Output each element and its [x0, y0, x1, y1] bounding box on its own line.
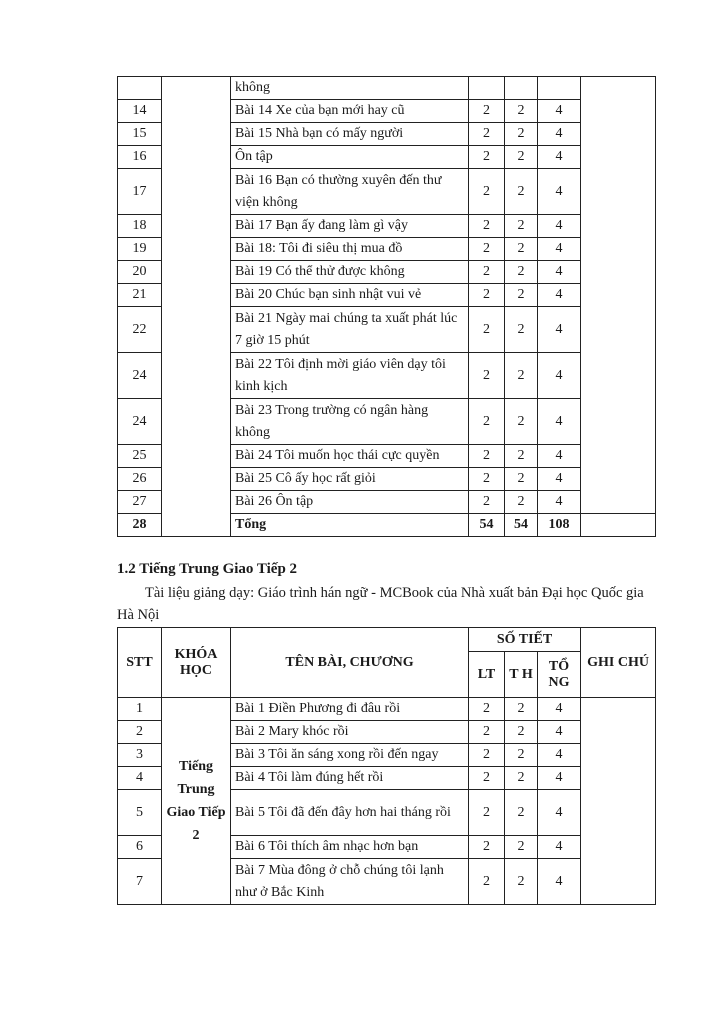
th-cell: 2 [505, 790, 538, 836]
th-cell: 2 [505, 767, 538, 790]
lesson-title-cell: Ôn tập [231, 146, 469, 169]
header-notes: GHI CHÚ [581, 628, 656, 698]
total-cell: 4 [538, 284, 581, 307]
notes-cell [581, 77, 656, 514]
lesson-title-cell: Bài 21 Ngày mai chúng ta xuất phát lúc 7 giờ 15 phút [231, 307, 469, 353]
lesson-title-cell: Bài 22 Tôi định mời giáo viên dạy tôi kinh kịch [231, 353, 469, 399]
lt-cell [469, 77, 505, 100]
th-cell: 2 [505, 445, 538, 468]
total-notes [581, 514, 656, 537]
lt-cell: 2 [469, 767, 505, 790]
stt-cell [118, 77, 162, 100]
lt-cell: 2 [469, 261, 505, 284]
header-lt: LT [469, 652, 505, 698]
lt-cell: 2 [469, 859, 505, 905]
th-cell: 2 [505, 261, 538, 284]
header-th: T H [505, 652, 538, 698]
total-cell: 4 [538, 307, 581, 353]
table-row [118, 698, 656, 721]
lesson-title-cell: Bài 2 Mary khóc rồi [231, 721, 469, 744]
header-periods: SỐ TIẾT [469, 628, 581, 652]
total-stt: 28 [118, 514, 162, 537]
lt-cell: 2 [469, 169, 505, 215]
th-cell: 2 [505, 353, 538, 399]
total-cell: 4 [538, 445, 581, 468]
total-cell: 4 [538, 215, 581, 238]
th-cell: 2 [505, 859, 538, 905]
stt-cell: 3 [118, 744, 162, 767]
header-stt: STT [118, 628, 162, 698]
lesson-title-cell: Bài 20 Chúc bạn sinh nhật vui vẻ [231, 284, 469, 307]
header-lesson-title: TÊN BÀI, CHƯƠNG [231, 628, 469, 698]
header-total: TỔ NG [538, 652, 581, 698]
total-cell: 4 [538, 169, 581, 215]
total-cell: 4 [538, 859, 581, 905]
course-name-cell: Tiếng Trung Giao Tiếp 2 [162, 698, 231, 905]
total-cell: 4 [538, 836, 581, 859]
stt-cell: 7 [118, 859, 162, 905]
total-cell: 4 [538, 353, 581, 399]
stt-cell: 14 [118, 100, 162, 123]
stt-cell: 20 [118, 261, 162, 284]
lesson-title-cell: Bài 26 Ôn tập [231, 491, 469, 514]
stt-cell: 1 [118, 698, 162, 721]
total-label: Tổng [231, 514, 469, 537]
lesson-title-cell: Bài 23 Trong trường có ngân hàng không [231, 399, 469, 445]
lt-cell: 2 [469, 721, 505, 744]
th-cell: 2 [505, 491, 538, 514]
lesson-title-cell: Bài 5 Tôi đã đến đây hơn hai tháng rồi [231, 790, 469, 836]
stt-cell: 15 [118, 123, 162, 146]
th-cell: 2 [505, 698, 538, 721]
th-cell: 2 [505, 721, 538, 744]
lt-cell: 2 [469, 744, 505, 767]
lesson-title-cell: Bài 17 Bạn ấy đang làm gì vậy [231, 215, 469, 238]
stt-cell: 17 [118, 169, 162, 215]
th-cell: 2 [505, 399, 538, 445]
total-cell: 4 [538, 100, 581, 123]
th-cell: 2 [505, 146, 538, 169]
stt-cell: 26 [118, 468, 162, 491]
stt-cell: 18 [118, 215, 162, 238]
total-cell: 4 [538, 790, 581, 836]
lesson-table-2 [117, 627, 656, 905]
lesson-title-cell: Bài 1 Điền Phương đi đâu rồi [231, 698, 469, 721]
th-cell: 2 [505, 744, 538, 767]
th-cell: 2 [505, 100, 538, 123]
lt-cell: 2 [469, 100, 505, 123]
course-cell [162, 77, 231, 537]
stt-cell: 19 [118, 238, 162, 261]
th-cell: 2 [505, 215, 538, 238]
lt-cell: 2 [469, 491, 505, 514]
total-sum: 108 [538, 514, 581, 537]
total-cell: 4 [538, 399, 581, 445]
stt-cell: 22 [118, 307, 162, 353]
lesson-table-1 [117, 76, 656, 537]
total-cell: 4 [538, 468, 581, 491]
stt-cell: 24 [118, 353, 162, 399]
total-th: 54 [505, 514, 538, 537]
lt-cell: 2 [469, 468, 505, 491]
stt-cell: 6 [118, 836, 162, 859]
lt-cell: 2 [469, 698, 505, 721]
th-cell: 2 [505, 468, 538, 491]
stt-cell: 4 [118, 767, 162, 790]
lesson-title-cell: Bài 14 Xe của bạn mới hay cũ [231, 100, 469, 123]
total-cell: 4 [538, 698, 581, 721]
total-lt: 54 [469, 514, 505, 537]
section-heading: 1.2 Tiếng Trung Giao Tiếp 2 [117, 561, 298, 577]
notes-cell [581, 698, 656, 905]
lt-cell: 2 [469, 445, 505, 468]
th-cell: 2 [505, 284, 538, 307]
lesson-title-cell: không [231, 77, 469, 100]
stt-cell: 2 [118, 721, 162, 744]
lesson-title-cell: Bài 16 Bạn có thường xuyên đến thư viện không [231, 169, 469, 215]
stt-cell: 16 [118, 146, 162, 169]
lt-cell: 2 [469, 353, 505, 399]
stt-cell: 25 [118, 445, 162, 468]
total-cell [538, 77, 581, 100]
teaching-materials: Tài liệu giảng dạy: Giáo trình hán ngữ - MCBook của Nhà xuất bản Đại học Quốc gia Hà Nội [117, 585, 644, 623]
lt-cell: 2 [469, 836, 505, 859]
lt-cell: 2 [469, 215, 505, 238]
lt-cell: 2 [469, 238, 505, 261]
lesson-title-cell: Bài 24 Tôi muốn học thái cực quyền [231, 445, 469, 468]
lesson-title-cell: Bài 18: Tôi đi siêu thị mua đồ [231, 238, 469, 261]
lt-cell: 2 [469, 307, 505, 353]
lesson-title-cell: Bài 7 Mùa đông ở chỗ chúng tôi lạnh như ở Bắc Kinh [231, 859, 469, 905]
th-cell: 2 [505, 307, 538, 353]
stt-cell: 21 [118, 284, 162, 307]
total-cell: 4 [538, 767, 581, 790]
lesson-title-cell: Bài 15 Nhà bạn có mấy người [231, 123, 469, 146]
lesson-title-cell: Bài 6 Tôi thích âm nhạc hơn bạn [231, 836, 469, 859]
lt-cell: 2 [469, 399, 505, 445]
lt-cell: 2 [469, 146, 505, 169]
total-cell: 4 [538, 744, 581, 767]
total-cell: 4 [538, 238, 581, 261]
lesson-title-cell: Bài 4 Tôi làm đúng hết rồi [231, 767, 469, 790]
total-cell: 4 [538, 146, 581, 169]
th-cell: 2 [505, 169, 538, 215]
lt-cell: 2 [469, 284, 505, 307]
table-row [118, 77, 656, 100]
total-cell: 4 [538, 123, 581, 146]
lesson-title-cell: Bài 19 Có thể thử được không [231, 261, 469, 284]
stt-cell: 27 [118, 491, 162, 514]
stt-cell: 5 [118, 790, 162, 836]
th-cell: 2 [505, 123, 538, 146]
th-cell: 2 [505, 238, 538, 261]
lt-cell: 2 [469, 123, 505, 146]
header-course: KHÓA HỌC [162, 628, 231, 698]
lesson-title-cell: Bài 3 Tôi ăn sáng xong rồi đến ngay [231, 744, 469, 767]
th-cell [505, 77, 538, 100]
lesson-title-cell: Bài 25 Cô ấy học rất giỏi [231, 468, 469, 491]
th-cell: 2 [505, 836, 538, 859]
stt-cell: 24 [118, 399, 162, 445]
total-cell: 4 [538, 261, 581, 284]
lt-cell: 2 [469, 790, 505, 836]
total-cell: 4 [538, 721, 581, 744]
total-cell: 4 [538, 491, 581, 514]
